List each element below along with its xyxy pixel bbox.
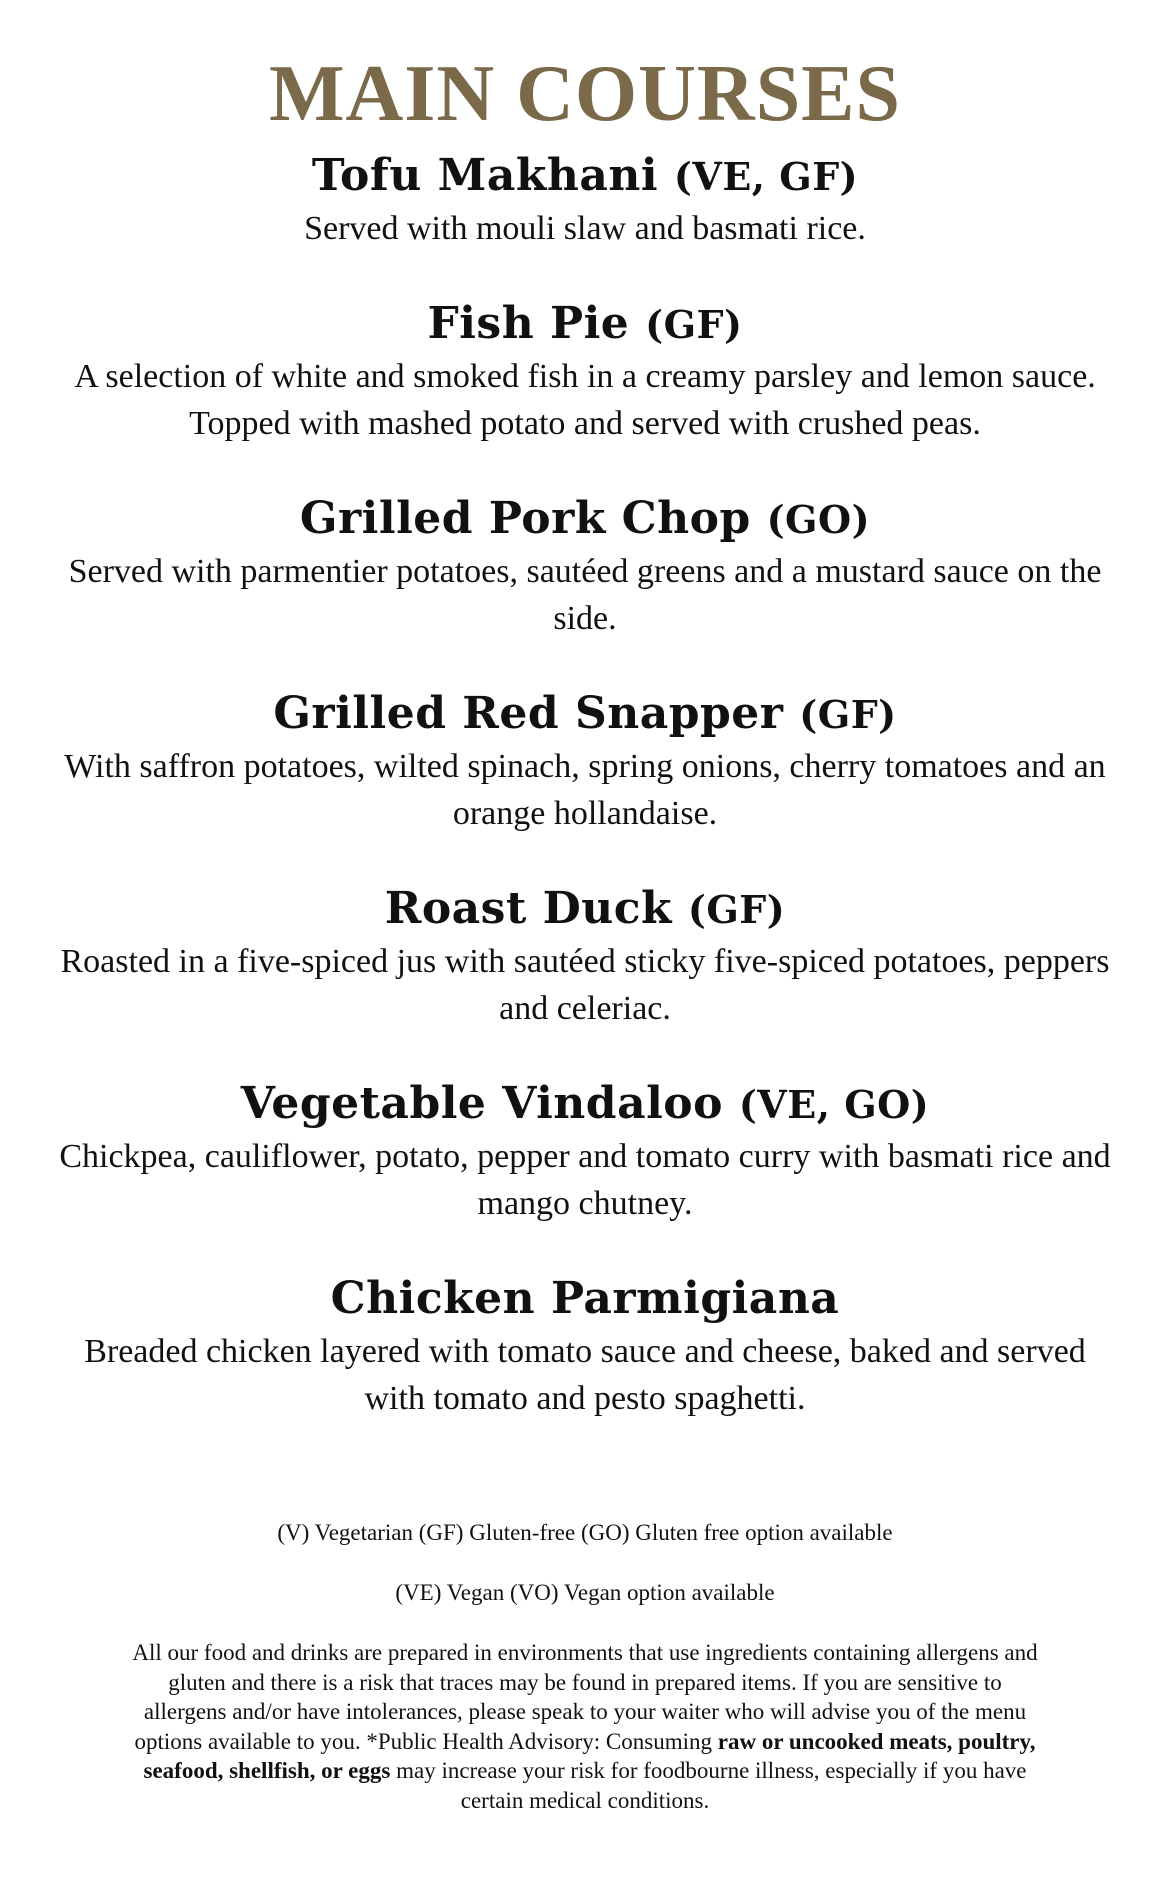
dish-name: [30, 881, 1140, 938]
dish-name: [30, 1271, 1140, 1328]
disclaimer-text: All our food and drinks are prepared in environments that use ingredients containing allergens and gluten and there is a risk that traces may be found in prepared items. If you are sensitive to allergens and/or have intolerances, please speak to your waiter who will advise you of the menu options available to you. *Public Health Advisory: Consuming: [132, 1640, 1038, 1754]
dish-name: [30, 686, 1140, 743]
dish-name-text: Roast Duck: [384, 883, 673, 934]
dish-item: [30, 686, 1140, 837]
dish-name-text: Grilled Pork Chop: [299, 493, 751, 544]
dish-item: [30, 1271, 1140, 1422]
menu-footer: [0, 1518, 1170, 1815]
dish-list: [0, 148, 1170, 1422]
dish-item: [30, 296, 1140, 447]
dish-name-text: Chicken Parmigiana: [330, 1273, 840, 1324]
dish-name: [30, 491, 1140, 548]
dish-item: [30, 881, 1140, 1032]
dietary-legend: (V) Vegetarian (GF) Gluten-free (GO) Gluten free option available: [277, 1520, 893, 1545]
dish-name-text: Grilled Red Snapper: [273, 688, 784, 739]
dish-description: With saffron potatoes, wilted spinach, spring onions, cherry tomatoes and an orange hollandaise.: [64, 748, 1106, 832]
dish-description: Roasted in a five-spiced jus with sautéed sticky five-spiced potatoes, peppers and celeriac.: [60, 943, 1110, 1027]
dish-name: [30, 148, 1140, 205]
page-title: MAIN COURSES: [268, 50, 902, 138]
dish-name-text: Fish Pie: [427, 298, 630, 349]
dish-description: Served with mouli slaw and basmati rice.: [304, 210, 866, 247]
dietary-tags: (VE, GO): [738, 1082, 930, 1127]
dish-item: [30, 491, 1140, 642]
dish-description: Chickpea, cauliflower, potato, pepper and tomato curry with basmati rice and mango chutney.: [59, 1138, 1111, 1222]
dietary-tags: (GO): [766, 497, 871, 542]
vegan-legend: (VE) Vegan (VO) Vegan option available: [395, 1580, 775, 1605]
disclaimer-bold-text: raw or uncooked meats, poultry, seafood, shellfish, or eggs: [143, 1728, 1036, 1783]
dish-description: Served with parmentier potatoes, sautéed greens and a mustard sauce on the side.: [68, 553, 1102, 637]
dish-item: [30, 1076, 1140, 1227]
disclaimer-text-end: may increase your risk for foodbourne illness, especially if you have certain medical conditions.: [396, 1758, 1027, 1813]
dish-description: Breaded chicken layered with tomato sauce and cheese, baked and served with tomato and pesto spaghetti.: [84, 1333, 1086, 1417]
dish-description: A selection of white and smoked fish in a creamy parsley and lemon sauce. Topped with mashed potato and served with crushed peas.: [74, 358, 1096, 442]
dietary-tags: (GF): [799, 692, 897, 737]
dietary-tags: (GF): [645, 302, 743, 347]
dish-name: [30, 1076, 1140, 1133]
dish-name-text: Tofu Makhani: [311, 150, 659, 201]
dish-name-text: Vegetable Vindaloo: [240, 1078, 723, 1129]
dish-name: [30, 296, 1140, 353]
dietary-tags: (VE, GF): [673, 154, 859, 199]
dish-item: [30, 148, 1140, 252]
allergen-disclaimer: [125, 1638, 1045, 1815]
dietary-tags: (GF): [687, 887, 786, 932]
